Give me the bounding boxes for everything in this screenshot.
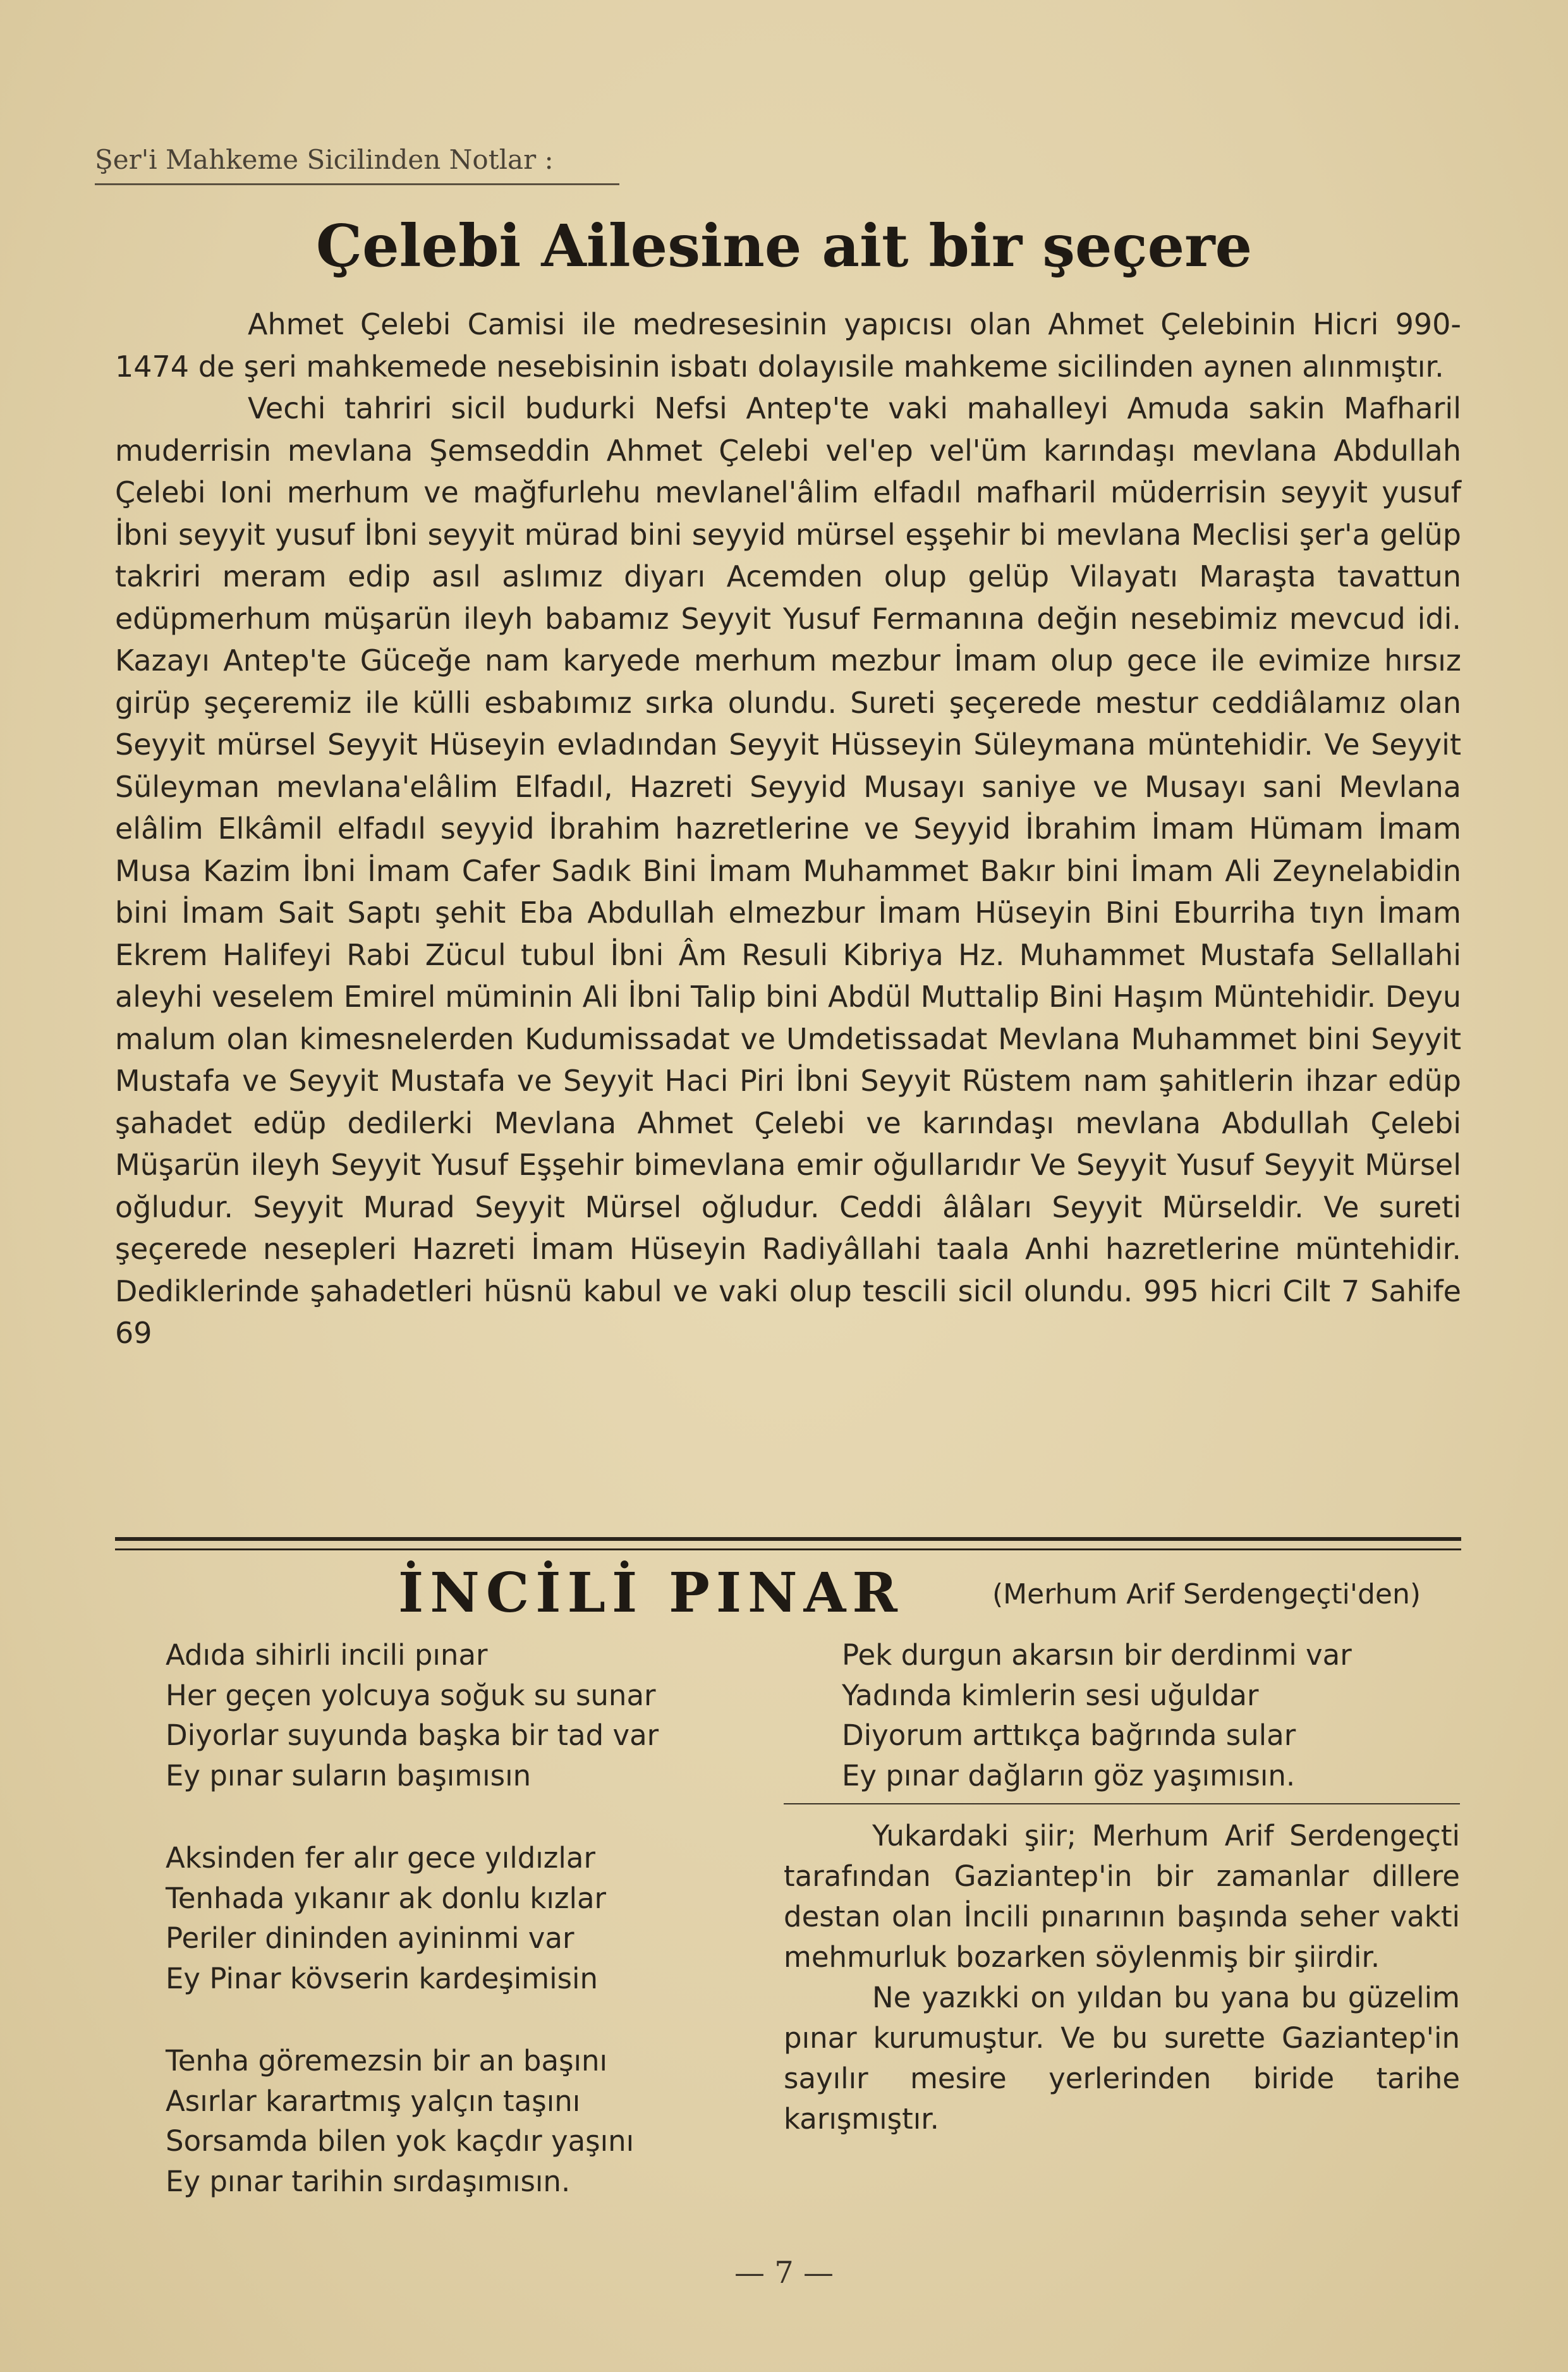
poem-stanza: [166, 1838, 766, 1998]
section-divider: [115, 1537, 1461, 1550]
running-head-rule: [95, 183, 619, 185]
note-rule: [784, 1803, 1460, 1804]
article-title: Çelebi Ailesine ait bir şeçere: [315, 212, 1253, 280]
poem-line: Her geçen yolcuya soğuk su sunar: [166, 1678, 656, 1712]
poem-line: Ey Pinar kövserin kardeşimisin: [166, 1961, 599, 1995]
running-head: Şer'i Mahkeme Sicilinden Notlar :: [95, 144, 554, 175]
poem-author: (Merhum Arif Serdengeçti'den): [992, 1578, 1421, 1610]
poem-line: Pek durgun akarsın bir derdinmi var: [842, 1638, 1352, 1672]
note-paragraph: Yukardaki şiir; Merhum Arif Serdengeçti tarafından Gaziantep'in bir zamanlar dillere destan olan İncili pınarının başında seher vakti mehmurluk bozarken söylenmiş bir şiirdir.: [784, 1819, 1460, 1974]
poem-line: Tenha göremezsin bir an başını: [166, 2044, 608, 2077]
page-number: — 7 —: [734, 2255, 834, 2290]
poem-line: Diyorlar suyunda başka bir tad var: [166, 1718, 659, 1752]
article-body: [115, 303, 1461, 1354]
poem-right-column: [842, 1635, 1461, 1796]
article-paragraph: Vechi tahriri sicil budurki Nefsi Antep'te vaki mahalleyi Amuda sakin Mafharil muderrisin mevlana Şemseddin Ahmet Çelebi vel'ep vel'üm karındaşı mevlana Abdullah Çelebi Ioni merhum ve mağfurlehu mevlanel'âlim elfadıl mafharil müderrisin seyyit yusuf İbni seyyit yusuf İbni seyyit mürad bini seyyid mürsel eşşehir bi mevlana Meclisi şer'a gelüp takriri meram edip asıl aslımız diyarı Acemden olup gelüp Vilayatı Maraşta tavattun edüpmerhum müşarün ileyh babamız Seyyit Yusuf Fermanına değin nesebimiz mevcud idi. Kazayı Antep'te Güceğe nam karyede merhum mezbur İmam olup gece ile evimize hırsız girüp şeçeremiz ile külli esbabımız sırka olundu. Sureti şeçerede mestur ceddiâlamız olan Seyyit mürsel Seyyit Hüseyin evladından Seyyit Hüsseyin Süleymana müntehidir. Ve Seyyit Süleyman mevlana'elâlim Elfadıl, Hazreti Seyyid Musayı saniye ve Musayı sani Mevlana elâlim Elkâmil elfadıl seyyid İbrahim hazretlerine ve Seyyid İbrahim İmam Hümam İmam Musa Kazim İbni İmam Cafer Sadık Bini İmam Muhammet Bakır bini İmam Ali Zeynelabidin bini İmam Sait Saptı şehit Eba Abdullah elmezbur İmam Hüseyin Bini Eburriha tıyn İmam Ekrem Halifeyi Rabi Zücul tubul İbni Âm Resuli Kibriya Hz. Muhammet Mustafa Sellallahi aleyhi veselem Emirel müminin Ali İbni Talip bini Abdül Muttalip Bini Haşım Müntehidir. Deyu malum olan kimesnelerden Kudumissadat ve Umdetissadat Mevlana Muhammet bini Seyyit Mustafa ve Seyyit Mustafa ve Seyyit Haci Piri İbni Seyyit Rüstem nam şahitlerin ihzar edüp şahadet edüp dedilerki Mevlana Ahmet Çelebi ve karındaşı mevlana Abdullah Çelebi Müşarün ileyh Seyyit Yusuf Eşşehir bimevlana emir oğullarıdır Ve Seyyit Yusuf Seyyit Mürsel oğludur. Seyyit Murad Seyyit Mürsel oğludur. Ceddi âlâları Seyyit Mürseldir. Ve sureti şeçerede nesepleri Hazreti İmam Hüseyin Radiyâllahi taala Anhi hazretlerine müntehidir. Dedikleri̇nde şahadetleri hüsnü kabul ve vaki olup tescili sicil olundu. 995 hicri Cilt 7 Sahife 69: [115, 391, 1461, 1350]
poem-line: Yadında kimlerin sesi uğuldar: [842, 1678, 1259, 1712]
poem-line: Aksinden fer alır gece yıldızlar: [166, 1841, 595, 1875]
article-paragraph: Ahmet Çelebi Camisi ile medresesinin yapıcısı olan Ahmet Çelebinin Hicri 990-1474 de şeri mahkemede nesebisinin isbatı dolayısile mahkeme sicilinden aynen alınmıştır.: [115, 307, 1461, 384]
poem-line: Periler dininden ayininmi var: [166, 1921, 574, 1955]
poem-left-column: [166, 1635, 766, 2244]
poem-note: [784, 1816, 1460, 2139]
poem-stanza: [166, 2041, 766, 2201]
poem-stanza: [166, 1635, 766, 1796]
poem-line: Asırlar karartmış yalçın taşını: [166, 2084, 581, 2118]
poem-line: Diyorum arttıkça bağrında sular: [842, 1718, 1296, 1752]
poem-line: Ey pınar dağların göz yaşımısın.: [842, 1758, 1296, 1792]
poem-line: Adıda sihirli incili pınar: [166, 1638, 488, 1672]
note-paragraph: Ne yazıkki on yıldan bu yana bu güzelim pınar kurumuştur. Ve bu surette Gaziantep'in sayılır mesire yerlerinden biride tarihe karışmıştır.: [784, 1981, 1460, 2136]
poem-line: Ey pınar tarihin sırdaşımısın.: [166, 2164, 571, 2198]
poem-line: Sorsamda bilen yok kaçdır yaşını: [166, 2124, 635, 2158]
poem-line: Ey pınar suların başımısın: [166, 1758, 532, 1792]
poem-title: İNCİLİ PINAR: [398, 1561, 904, 1625]
poem-line: Tenhada yıkanır ak donlu kızlar: [166, 1881, 607, 1915]
